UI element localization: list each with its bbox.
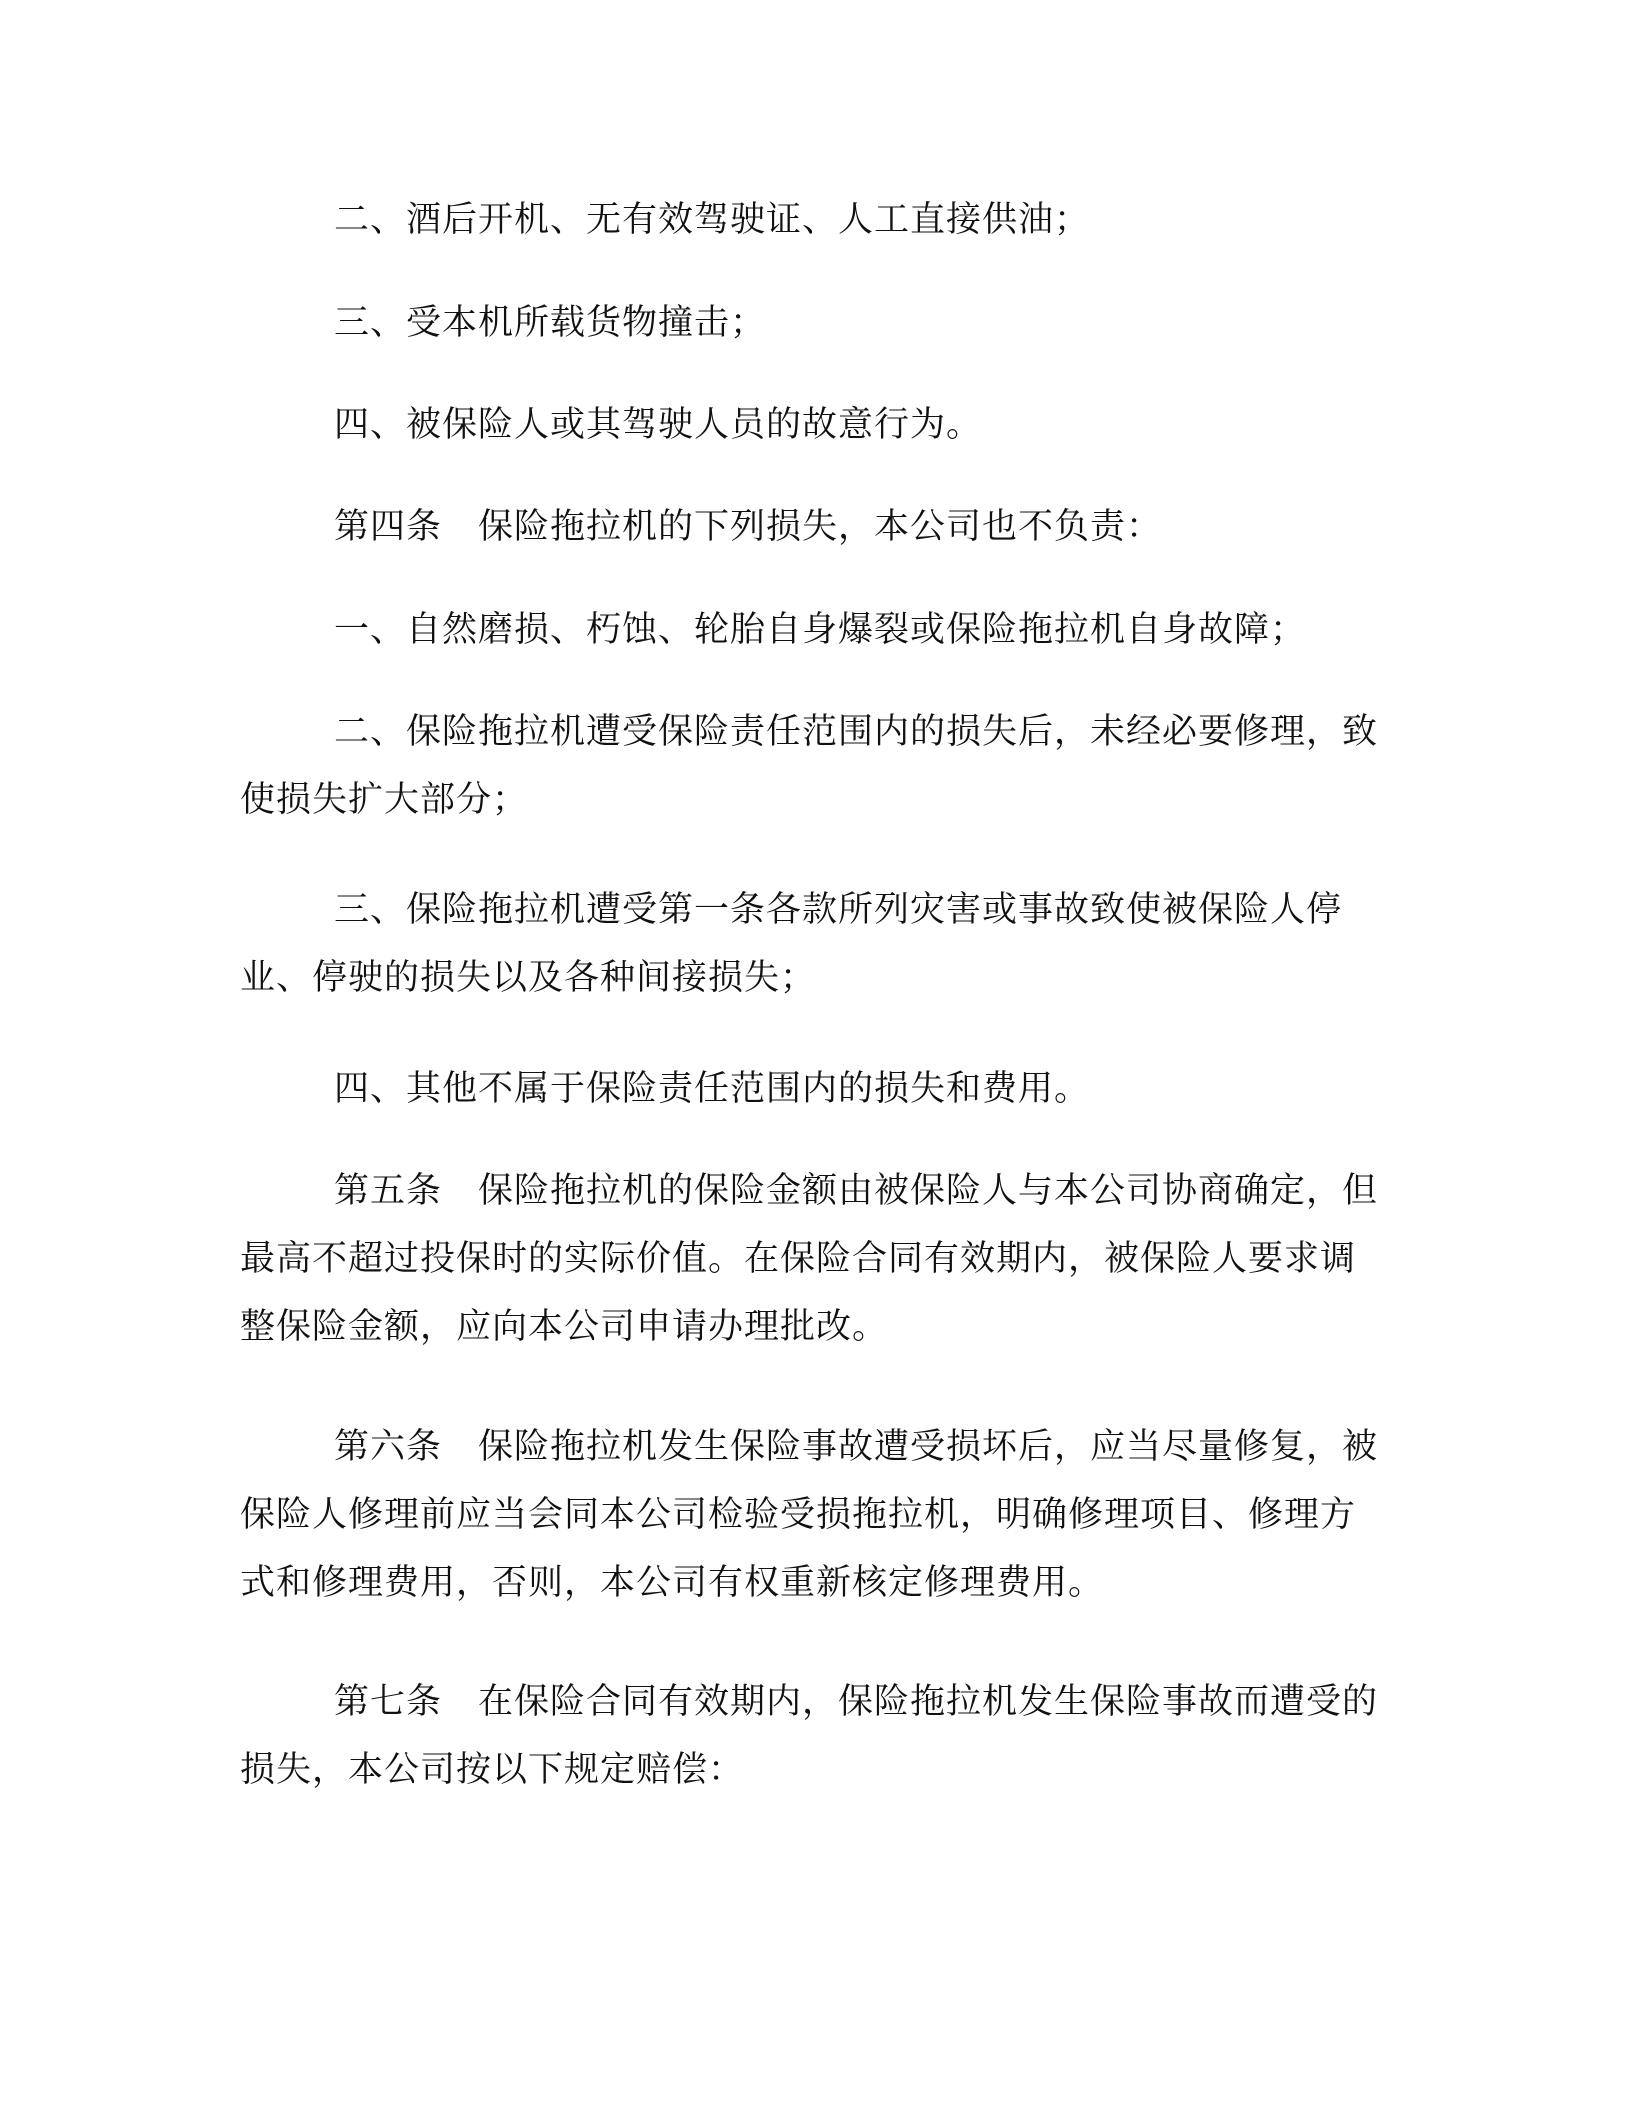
article-4-item-1: 一、自然磨损、朽蚀、轮胎自身爆裂或保险拖拉机自身故障； bbox=[334, 610, 1307, 650]
paragraph-exclusion-4: 四、被保险人或其驾驶人员的故意行为。 bbox=[334, 405, 983, 445]
paragraph-exclusion-2: 二、酒后开机、无有效驾驶证、人工直接供油； bbox=[334, 200, 1091, 240]
article-5: 第五条 保险拖拉机的保险金额由被保险人与本公司协商确定，但最高不超过投保时的实际价值。在保险合同有效期内，被保险人要求调整保险金额，应向本公司申请办理批改。 bbox=[240, 1171, 1379, 1347]
article-7: 第七条 在保险合同有效期内，保险拖拉机发生保险事故而遭受的损失，本公司按以下规定赔偿： bbox=[240, 1682, 1379, 1790]
article-4-item-2: 二、保险拖拉机遭受保险责任范围内的损失后，未经必要修理，致使损失扩大部分； bbox=[240, 712, 1379, 820]
article-6: 第六条 保险拖拉机发生保险事故遭受损坏后，应当尽量修复，被保险人修理前应当会同本公司检验受损拖拉机，明确修理项目、修理方式和修理费用，否则，本公司有权重新核定修理费用。 bbox=[240, 1427, 1379, 1603]
article-4-item-3: 三、保险拖拉机遭受第一条各款所列灾害或事故致使被保险人停业、停驶的损失以及各种间接损失； bbox=[240, 890, 1343, 998]
paragraph-exclusion-3: 三、受本机所载货物撞击； bbox=[334, 303, 767, 343]
article-4-item-4: 四、其他不属于保险责任范围内的损失和费用。 bbox=[334, 1069, 1091, 1109]
article-4-heading: 第四条 保险拖拉机的下列损失，本公司也不负责： bbox=[334, 507, 1163, 547]
